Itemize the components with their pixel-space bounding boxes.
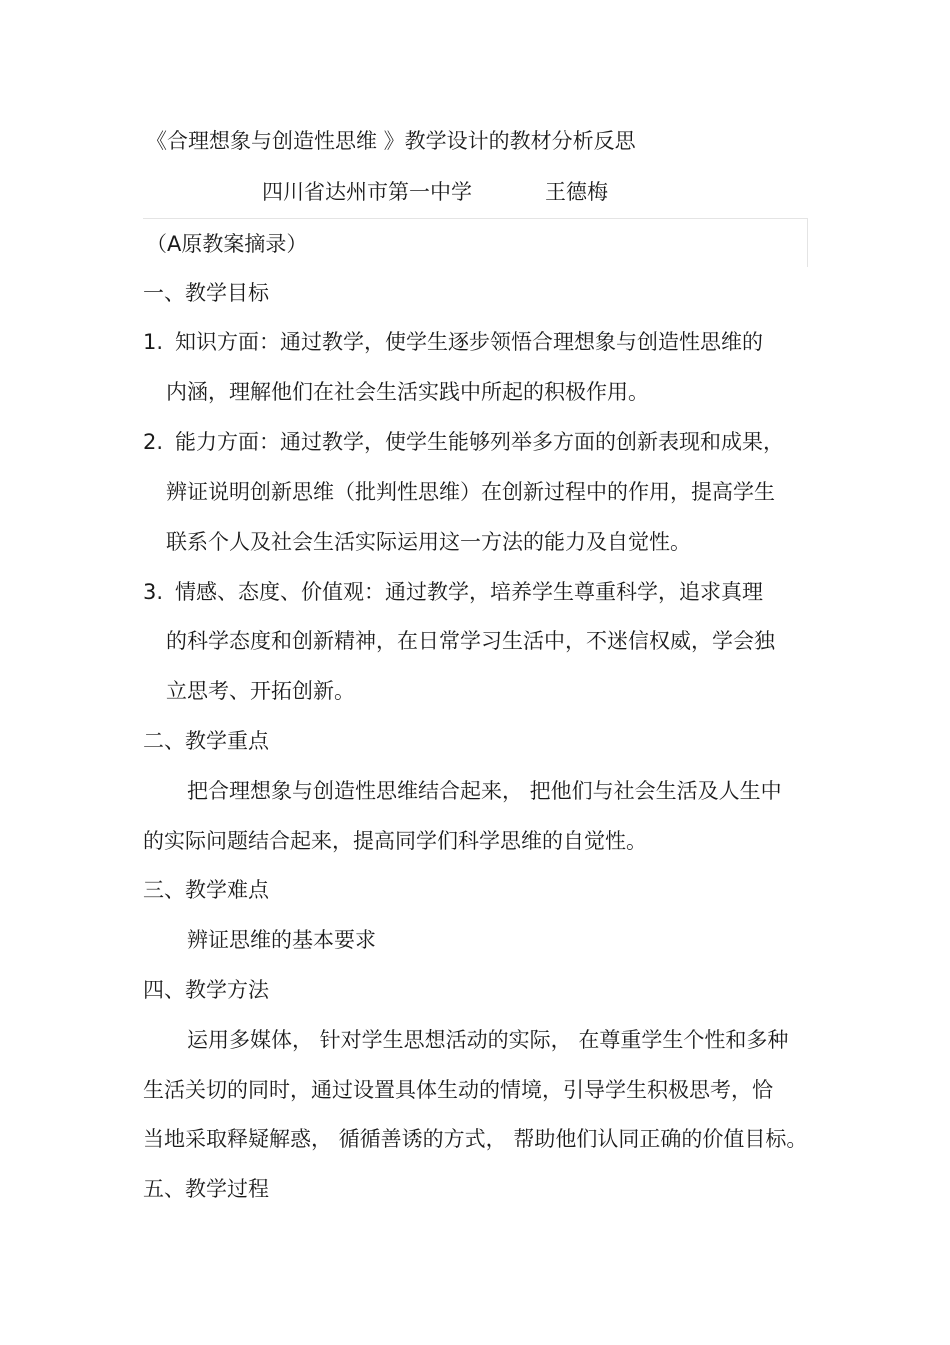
section-heading-difficulties: 三、教学难点 [143,878,269,902]
goal-item-3-line1: 情感、态度、价值观：通过教学，培养学生尊重科学，追求真理 [175,580,763,604]
goal-item-1-line2: 内涵，理解他们在社会生活实践中所起的积极作用。 [166,380,649,404]
goal-number-3: 3. [143,580,164,604]
key-points-line1: 把合理想象与创造性思维结合起来， 把他们与社会生活及人生中 [187,779,782,803]
section-heading-methods: 四、教学方法 [143,978,269,1002]
goal-item-2-line2: 辨证说明创新思维（批判性思维）在创新过程中的作用，提高学生 [166,480,775,504]
key-points-line2: 的实际问题结合起来，提高同学们科学思维的自觉性。 [143,829,647,853]
methods-line3: 当地采取释疑解惑， 循循善诱的方式， 帮助他们认同正确的价值目标。 [143,1127,808,1151]
goal-item-3-line2: 的科学态度和创新精神，在日常学习生活中，不迷信权威，学会独 [166,629,775,653]
author-name: 王德梅 [545,180,608,204]
goal-item-2-line1: 能力方面：通过教学，使学生能够列举多方面的创新表现和成果， [175,430,784,454]
goal-number-2: 2. [143,430,164,454]
difficulties-line1: 辨证思维的基本要求 [187,928,376,952]
section-heading-key-points: 二、教学重点 [143,729,269,753]
excerpt-label: （A原教案摘录） [146,232,308,256]
goal-number-1: 1. [143,330,164,354]
author-school: 四川省达州市第一中学 [262,180,472,204]
goal-item-3-line3: 立思考、开拓创新。 [166,679,355,703]
document-title: 《合理想象与创造性思维 》教学设计的教材分析反思 [146,129,636,153]
goal-item-2-line3: 联系个人及社会生活实际运用这一方法的能力及自觉性。 [166,530,691,554]
section-heading-goals: 一、教学目标 [143,281,269,305]
methods-line2: 生活关切的同时，通过设置具体生动的情境，引导学生积极思考，恰 [143,1078,773,1102]
section-heading-process: 五、教学过程 [143,1177,269,1201]
goal-item-1-line1: 知识方面：通过教学，使学生逐步领悟合理想象与创造性思维的 [175,330,763,354]
methods-line1: 运用多媒体， 针对学生思想活动的实际， 在尊重学生个性和多种 [187,1028,789,1052]
